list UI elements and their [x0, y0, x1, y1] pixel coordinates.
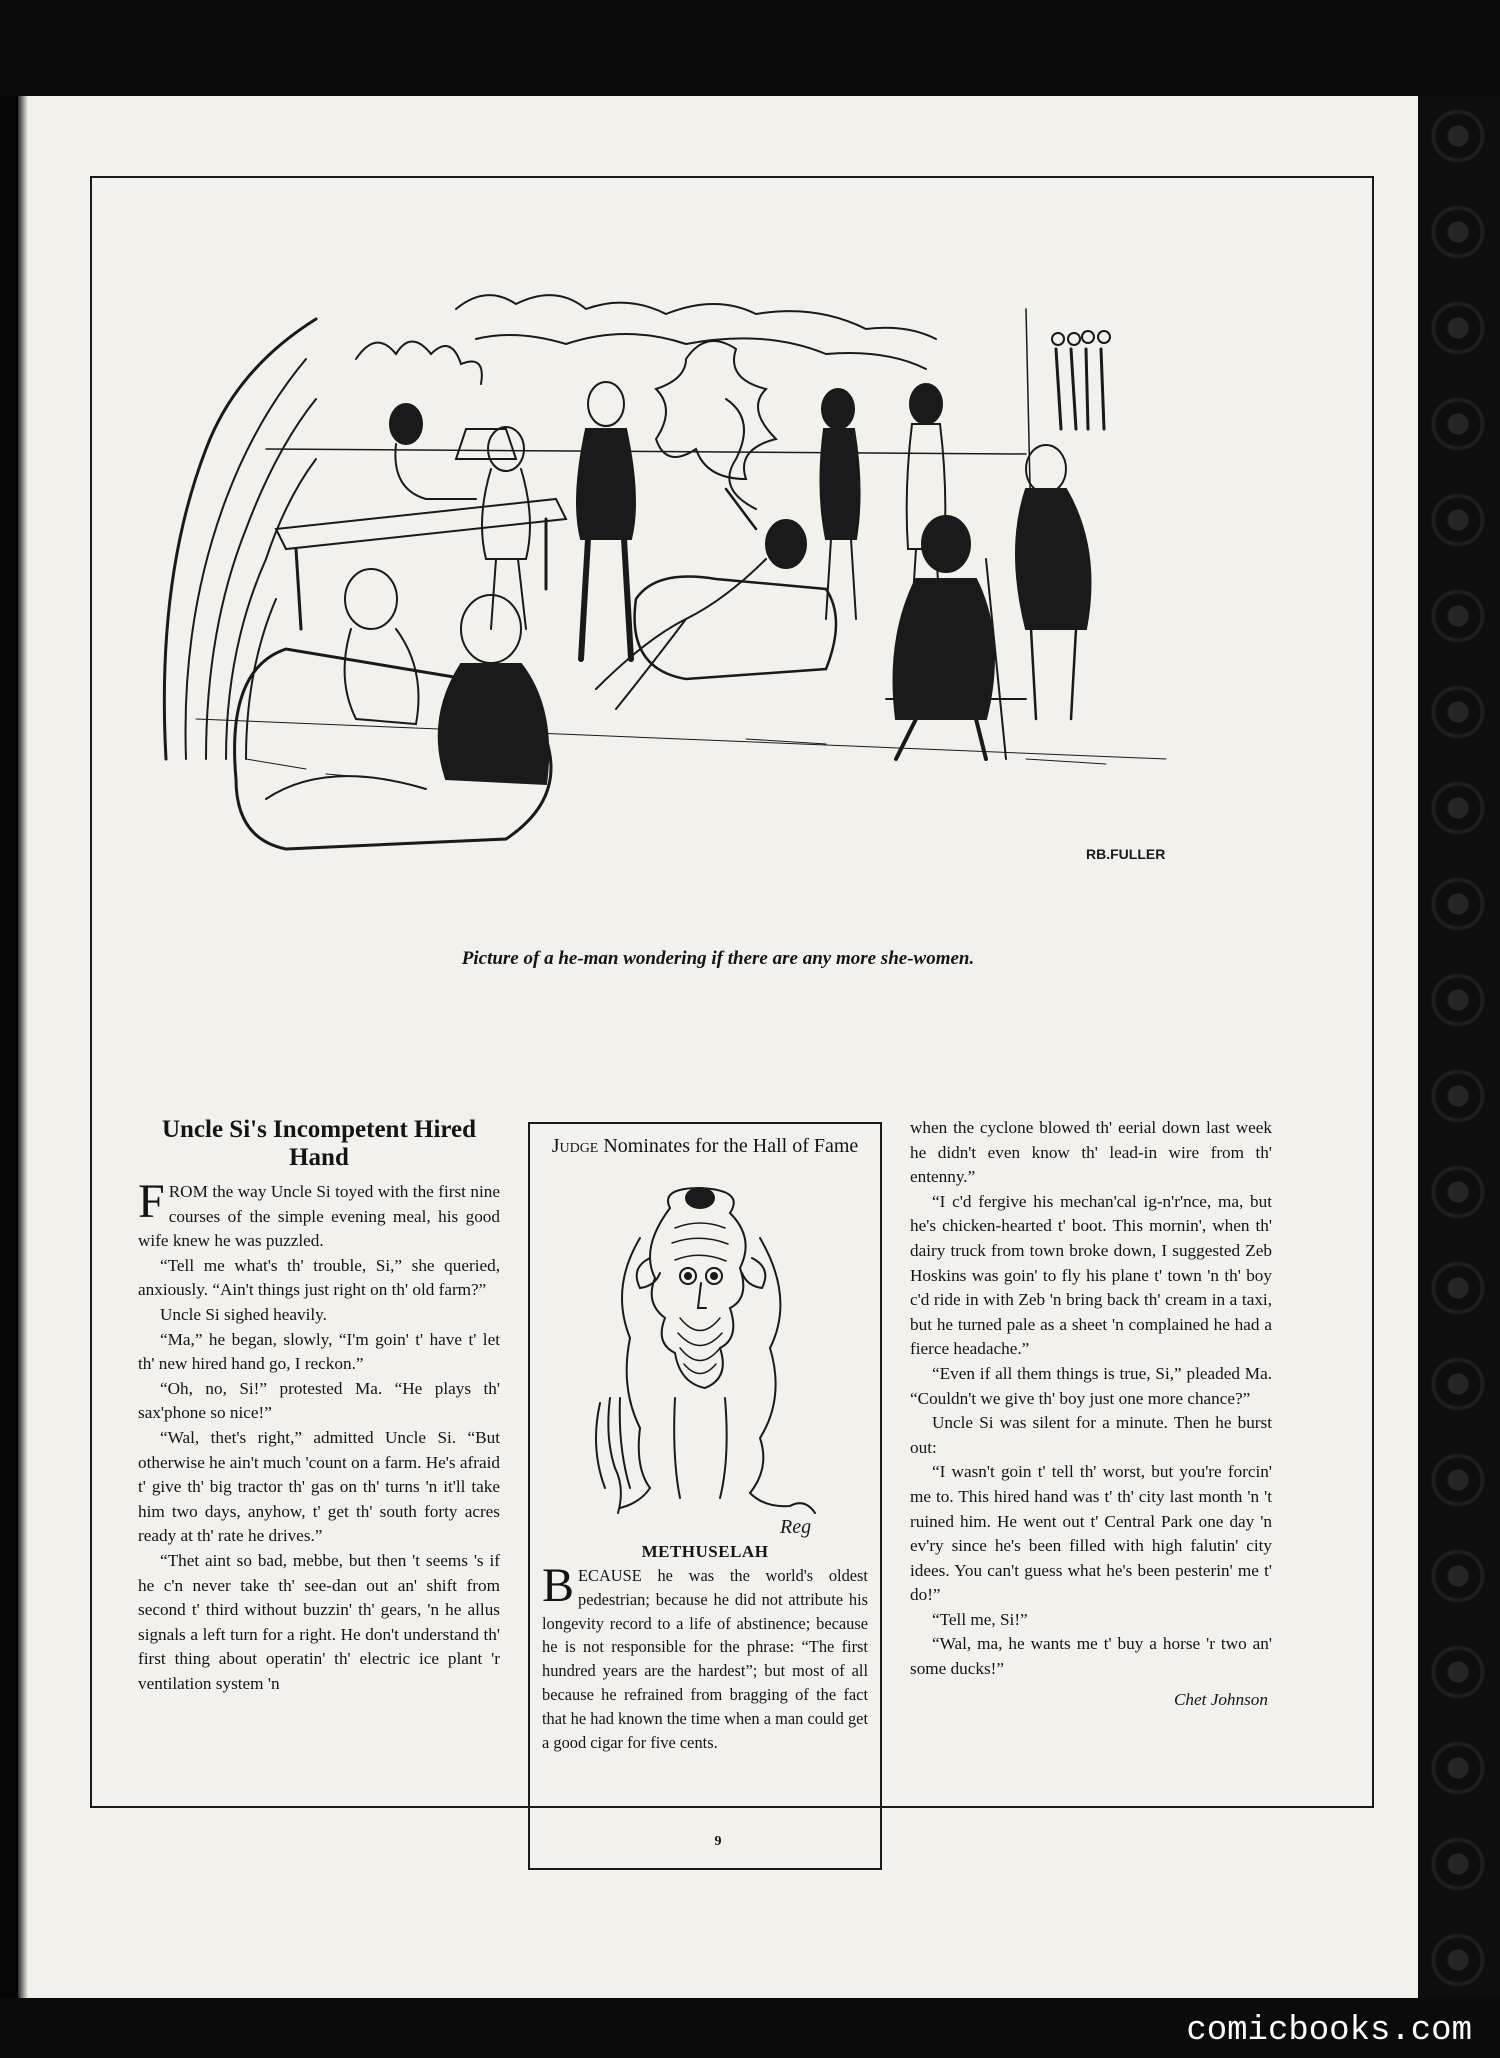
story-paragraph: Uncle Si sighed heavily. — [160, 1304, 327, 1324]
page-number: 9 — [714, 1834, 722, 1849]
site-watermark: comicbooks.com — [1186, 2012, 1472, 2050]
story-column-1 — [138, 1116, 500, 1696]
story-paragraph: “Thet aint so bad, mebbe, but then 't seems 's if he c'n never take th' see-dan out an' shift from second t' third without buzzin' th' gears, 'n he allus signals a left turn for a right. He don't understand th' first thing about operatin' th' electric ice plant 'r ventilation system 'n — [138, 1550, 500, 1693]
hall-of-fame-heading-text: Nominates for the Hall of Fame — [603, 1135, 859, 1157]
page-shadow — [18, 96, 28, 1998]
story-paragraph: “I c'd fergive his mechan'cal ig-n'r'nce, ma, but he's chicken-hearted t' boot. This mornin', when th' dairy truck from town broke down, I suggested Zeb Hoskins was goin' to fly his plane t' town 'n th' boy c'd ride in with Zeb 'n bring back th' cream in a taxi, but he turned pale as a sheet 'n complained he had a fierce headache.” — [910, 1191, 1272, 1359]
story-paragraph: “Tell me what's th' trouble, Si,” she queried, anxiously. “Ain't things just right on th' old farm?” — [138, 1255, 500, 1300]
drawing-signature: Reg — [780, 1516, 812, 1538]
story-paragraph: “Tell me, Si!” — [932, 1609, 1028, 1629]
story-paragraph: Uncle Si was silent for a minute. Then he burst out: — [910, 1413, 1272, 1457]
sidebar-body: he was the world's oldest pedestrian; because he did not attribute his longevity record to a life of abstinence; because he is not responsible for the phrase: “The first hundred years are the hardest”; but most of all because he refrained from bragging of the fact that he had known the time when a man could get a good cigar for five cents. — [542, 1566, 868, 1752]
judge-name: Judge — [551, 1135, 599, 1157]
methuselah-title: METHUSELAH — [641, 1542, 769, 1561]
story-continuation: when the cyclone blowed th' eerial down last week he didn't even know th' lead-in wire from th' entenny.” — [910, 1118, 1272, 1187]
party-cartoon-illustration — [126, 199, 1216, 899]
sidebar-dropcap: B — [542, 1559, 575, 1612]
magazine-page — [18, 96, 1418, 1998]
story-paragraph: “I wasn't goin t' tell th' worst, but you're forcin' me to. This hired hand was t' th' city last month 'n 't ruined him. He went out t' Central Park one day 'n ev'ry since he's been filled with high falutin' city idees. You can't guess what he's been pesterin' me t' do!” — [910, 1462, 1272, 1605]
story-paragraph: “Wal, thet's right,” admitted Uncle Si. “But otherwise he ain't much 'count on a farm. He's afraid t' give th' big tractor th' gas on th' turns 'n it'll take him two days, anyhow, t' get th' south forty acres ready at th' rate he drives.” — [138, 1427, 500, 1546]
sidebar-lead-word: ECAUSE — [578, 1566, 642, 1585]
story-paragraph: “Even if all them things is true, Si,” pleaded Ma. “Couldn't we give th' boy just one more chance?” — [910, 1363, 1272, 1408]
story-first-paragraph-text: ROM the way Uncle Si toyed with the first nine courses of the simple evening meal, his good wife knew he was puzzled. — [138, 1182, 500, 1251]
story-paragraph: “Oh, no, Si!” protested Ma. “He plays th' sax'phone so nice!” — [138, 1378, 500, 1423]
story-column-3 — [910, 1116, 1272, 1712]
cartoon-caption: Picture of a he-man wondering if there are any more she-women. — [461, 948, 975, 969]
hall-of-fame-box — [528, 1122, 882, 1870]
scan-edge — [0, 96, 18, 1998]
author-byline: Chet Johnson — [1173, 1689, 1268, 1709]
story-headline: Uncle Si's Incompetent Hired Hand — [161, 1116, 477, 1171]
background-pattern — [1418, 96, 1500, 1998]
hall-of-fame-heading — [542, 1134, 868, 1158]
story-paragraph: “Ma,” he began, slowly, “I'm goin' t' have t' let th' new hired hand go, I reckon.” — [138, 1329, 500, 1374]
story-dropcap: F — [138, 1175, 165, 1228]
hall-of-fame-text — [542, 1559, 868, 1754]
story-first-paragraph — [138, 1175, 500, 1254]
artist-signature: RB.FULLER — [1086, 846, 1166, 862]
methuselah-caricature — [580, 1168, 830, 1538]
story-paragraph: “Wal, ma, he wants me t' buy a horse 'r two an' some ducks!” — [910, 1634, 1272, 1679]
